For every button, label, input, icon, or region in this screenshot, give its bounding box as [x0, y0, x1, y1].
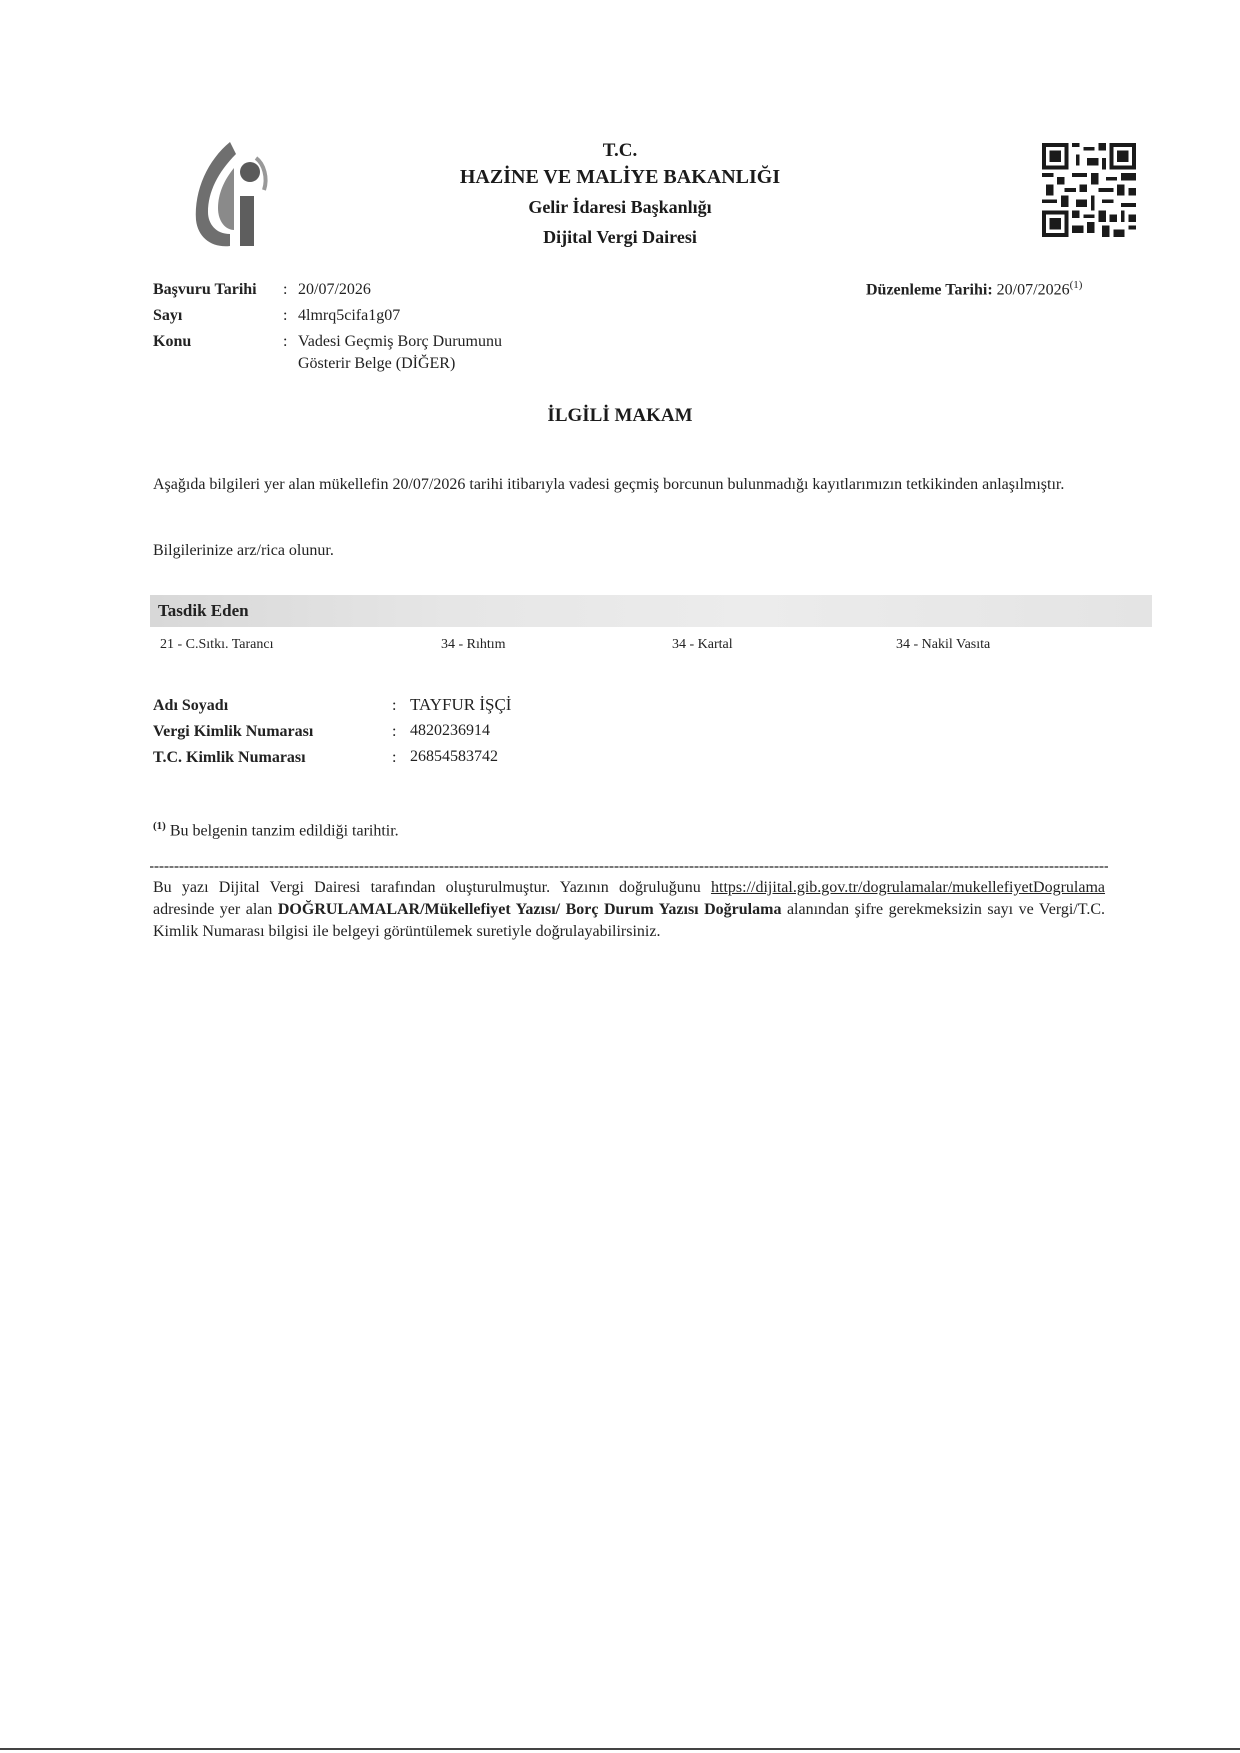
vkn-value: 4820236914: [410, 722, 490, 739]
closing-sentence: Bilgilerinize arz/rica olunur.: [153, 542, 334, 559]
verification-text: [153, 877, 1105, 943]
office-item: 34 - Kartal: [672, 637, 733, 652]
verification-section-name: DOĞRULAMALAR/Mükellefiyet Yazısı/ Borç Durum Yazısı Doğrulama: [277, 901, 782, 918]
verification-text-1: Bu yazı Dijital Vergi Dairesi tarafından oluşturulmuştur. Yazının doğruluğunu: [153, 879, 701, 896]
adi-soyadi-value: TAYFUR İŞÇİ: [410, 695, 512, 714]
colon: :: [283, 333, 288, 350]
colon: :: [392, 723, 397, 740]
document-title: İLGİLİ MAKAM: [547, 405, 693, 426]
office-item: 34 - Nakil Vasıta: [896, 637, 991, 652]
colon: :: [392, 697, 397, 714]
konu-label: Konu: [153, 333, 192, 350]
tckn-value: 26854583742: [410, 748, 498, 765]
vkn-label: Vergi Kimlik Numarası: [153, 723, 314, 740]
page-bottom-edge: [0, 1748, 1240, 1750]
office-item: 21 - C.Sıtkı. Tarancı: [160, 637, 274, 652]
tckn-label: T.C. Kimlik Numarası: [153, 749, 306, 766]
colon: :: [392, 749, 397, 766]
duzenleme-tarihi: [866, 279, 1082, 299]
verification-text-3: alanından şifre gerekmeksizin sayı ve Vergi/T.C. Kimlik Numarası bilgisi ile belgeyi görüntülemek suretiyle doğrulayabilirsiniz.: [153, 901, 1106, 940]
qr-code-icon: [1042, 143, 1136, 237]
sayi-value: 4lmrq5cifa1g07: [298, 307, 401, 324]
footnote-text: Bu belgenin tanzim edildiği tarihtir.: [169, 822, 399, 840]
adi-soyadi-label: Adı Soyadı: [153, 697, 229, 714]
header-directorate: Gelir İdaresi Başkanlığı: [528, 197, 712, 217]
colon: :: [283, 307, 288, 324]
konu-value-line2: Gösterir Belge (DİĞER): [298, 355, 456, 372]
tasdik-eden-bar: [150, 595, 1152, 627]
divider: [150, 866, 1108, 868]
body-paragraph: Aşağıda bilgileri yer alan mükellefin 20/07/2026 tarihi itibarıyla vadesi geçmiş borcunun bulunmadığı kayıtlarımızın tetkikinden anlaşılmıştır.: [153, 476, 1065, 493]
footnote-marker: (1): [153, 820, 166, 832]
colon: :: [283, 281, 288, 298]
sayi-label: Sayı: [153, 307, 183, 324]
duzenleme-tarihi-label: Düzenleme Tarihi:: [866, 281, 993, 299]
duzenleme-footnote-ref: (1): [1069, 279, 1083, 291]
basvuru-tarihi-value: 20/07/2026: [298, 281, 371, 298]
verification-text-2: adresinde yer alan: [153, 901, 273, 918]
header-office: Dijital Vergi Dairesi: [543, 227, 697, 247]
verification-link[interactable]: https://dijital.gib.gov.tr/dogrulamalar/mukellefiyetDogrulama: [711, 879, 1106, 896]
tasdik-eden-label: Tasdik Eden: [158, 601, 249, 620]
duzenleme-tarihi-value: 20/07/2026: [996, 281, 1070, 299]
konu-value-line1: Vadesi Geçmiş Borç Durumunu: [298, 333, 502, 350]
header-tc: T.C.: [602, 140, 638, 161]
header-ministry: HAZİNE VE MALİYE BAKANLIĞI: [459, 166, 781, 188]
footnote: [153, 820, 399, 840]
office-item: 34 - Rıhtım: [441, 637, 506, 652]
basvuru-tarihi-label: Başvuru Tarihi: [153, 281, 257, 298]
